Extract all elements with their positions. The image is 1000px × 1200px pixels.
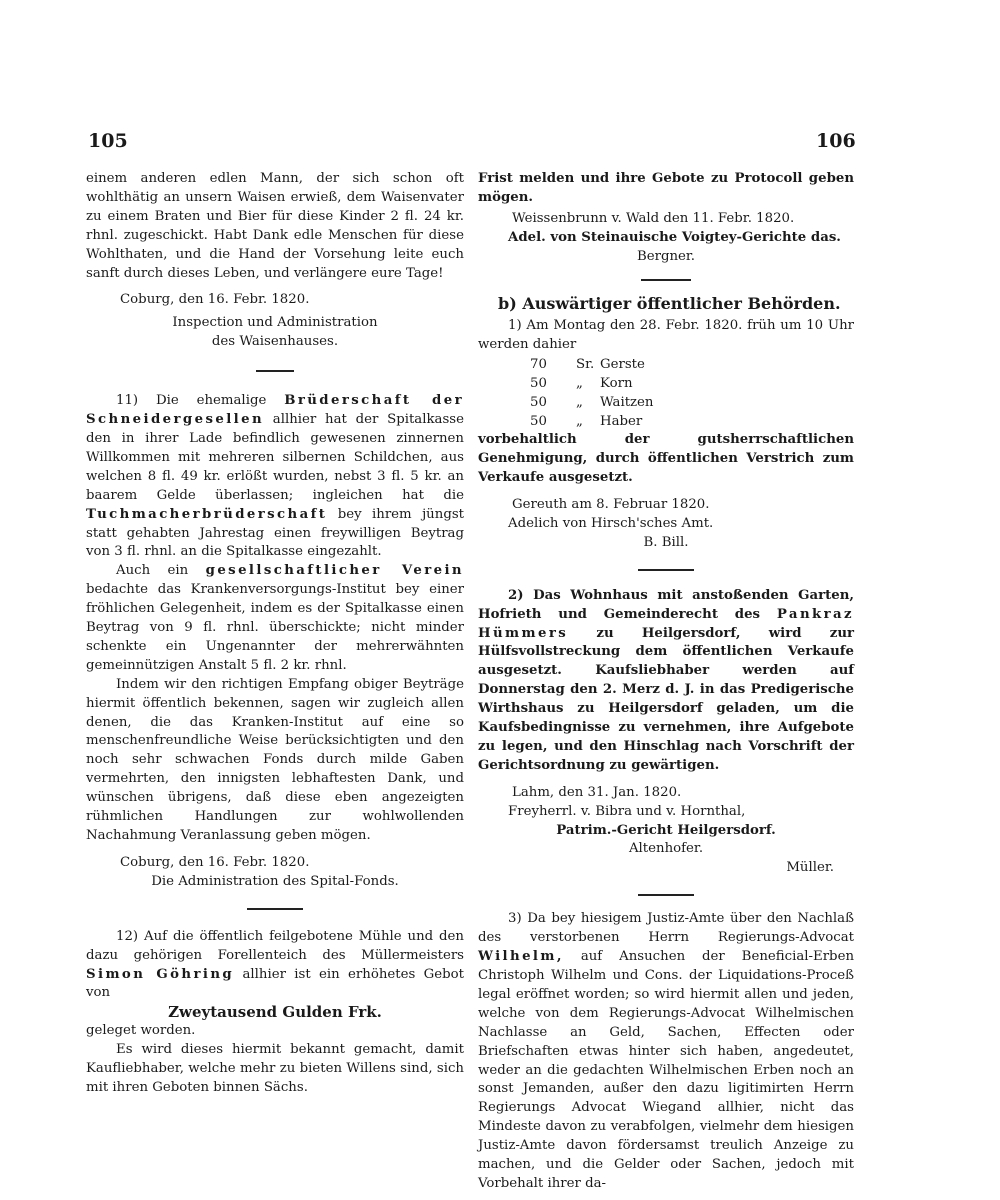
- notice-2-body-b: zu Heilgersdorf, wird zur Hülfsvollstreckung dem öffentlichen Verkaufe ausgesetzt. Kaufsliebhaber werden auf Donnerstag den 2. Merz d. J. in das Predigerische Wirthshaus zu Heilgersdorf geladen, um die Kaufsbedingnisse zu vernehmen, ihre Aufgebote zu legen, und den Hinschlag nach Vorschrift der Gerichtsordnung zu gewärtigen.: [478, 625, 854, 773]
- notice-2-signature-2: Patrim.-Gericht Heilgersdorf.: [556, 822, 776, 838]
- grain-unit: Sr.: [576, 357, 595, 373]
- guild-name-tailors: Brüderschaft der Schneidergesellen: [86, 393, 465, 428]
- notice-3-body-b: auf Ansuchen der Beneficial-Erben Christoph Wilhelm und Cons. der Liquidations-Proceß legal eröffnet worden; so wird hiermit allen und jeden, welche von dem Regierungs-Advocat Wilhelmischen Nachlasse an Geld, Sachen, Effecten oder Briefschaften etwas hinter sich haben, angedeutet, weder an die gedachten Wilhelmischen Erben noch an sonst Jemanden, außer den dazu ligitimirten Herrn Regierungs Advocat Wiegand allhier, nicht das Mindeste davon zu verabfolgen, vielmehr dem hiesigen Justiz-Amte davon fördersamst treulich Anzeige zu machen, und die Gelder oder Sachen, jedoch mit Vorbehalt ihrer da-: [478, 949, 855, 1191]
- grain-unit: „: [576, 376, 583, 392]
- notice-1-date: Gereuth am 8. Februar 1820.: [512, 496, 710, 512]
- divider: [641, 279, 691, 281]
- right-column: [478, 170, 854, 1194]
- notice-2-signature-1: Freyherrl. v. Bibra und v. Hornthal,: [508, 803, 746, 819]
- notice-2-body-a: 2) Das Wohnhaus mit anstoßenden Garten, Hofrieth und Gemeinderecht des: [478, 587, 854, 622]
- grain-item: Haber: [600, 414, 643, 430]
- notice-weissenbrunn-signature-1: Adel. von Steinauische Voigtey-Gerichte das.: [508, 229, 841, 245]
- notice-weissenbrunn-text: Frist melden und ihre Gebote zu Protocoll geben mögen.: [478, 171, 854, 205]
- notice-3-body-a: 3) Da bey hiesigem Justiz-Amte über den Nachlaß des verstorbenen Herrn Regierungs-Advocat: [478, 911, 854, 946]
- notice-orphanage-text: einem anderen edlen Mann, der sich schon oft wohlthätig an unsern Waisen erwieß, dem Waisenvater zu einem Braten und Bier für diese Kinder 2 fl. 24 kr. rhnl. zugeschickt. Habt Dank edle Menschen für diese Wohlthaten, und die Hand der Vorsehung leite euch sanft durch dieses Leben, und verlängere eure Tage!: [86, 171, 464, 281]
- notice-11-body-b: bey ihrem jüngst statt gehabten Jahrestag einen freywilligen Beytrag von 3 fl. rhnl. an die Spitalkasse eingezahlt.: [86, 506, 464, 560]
- notice-11-signature: Die Administration des Spital-Fonds.: [151, 873, 399, 889]
- notice-12-number: 12): [116, 928, 139, 944]
- grain-qty: 50: [530, 395, 547, 411]
- notice-11-lead: Die ehemalige: [155, 393, 267, 409]
- notice-12-text: [86, 928, 464, 1004]
- miller-name: Simon Göhring: [86, 966, 235, 982]
- page-number-right: 106: [816, 130, 856, 152]
- society-lead: Auch ein: [116, 563, 189, 579]
- notice-2-date: Lahm, den 31. Jan. 1820.: [512, 784, 682, 800]
- grain-qty: 50: [530, 376, 547, 392]
- notice-2-signature-3: Altenhofer.: [628, 841, 704, 857]
- notice-12-body-c: geleget worden.: [86, 1023, 196, 1039]
- notice-orphanage-signature-1: Inspection und Administration: [172, 315, 378, 331]
- society-name: gesellschaftlicher Verein: [205, 563, 465, 579]
- owner-name: Pankraz Hümmers: [478, 606, 855, 641]
- grain-item: Gerste: [600, 357, 645, 373]
- notice-1-body: vorbehaltlich der gutsherrschaftlichen Genehmigung, durch öffentlichen Verstrich zum Verkaufe ausgesetzt.: [478, 432, 854, 486]
- grain-item: Waitzen: [600, 395, 654, 411]
- notice-1-signature-1: Adelich von Hirsch'sches Amt.: [508, 515, 714, 531]
- guild-name-clothmakers: Tuchmacherbrüderschaft: [86, 506, 328, 522]
- grain-list: [478, 355, 854, 431]
- divider: [638, 569, 694, 571]
- divider: [247, 908, 303, 910]
- notice-3-text: [478, 910, 854, 1194]
- notice-12-body-a: Auf die öffentlich feilgebotene Mühle und den dazu gehörigen Forellenteich des Müllermeisters: [86, 928, 464, 963]
- notice-11-number: 11): [116, 393, 139, 409]
- notice-11-society-text: [86, 562, 464, 675]
- notice-11-date: Coburg, den 16. Febr. 1820.: [120, 854, 310, 870]
- notice-12-announcement: Es wird dieses hiermit bekannt gemacht, damit Kaufliebhaber, welche mehr zu bieten Willens sind, sich mit ihren Geboten binnen Sächs.: [86, 1042, 464, 1095]
- grain-qty: 50: [530, 414, 547, 430]
- grain-item: Korn: [600, 376, 633, 392]
- page-number-left: 105: [88, 130, 128, 152]
- grain-qty: 70: [530, 357, 547, 373]
- notice-weissenbrunn-signature-2: Bergner.: [636, 248, 696, 264]
- notice-1-signature-2: B. Bill.: [643, 534, 689, 550]
- notice-orphanage-signature-2: des Waisenhauses.: [211, 334, 339, 350]
- notice-weissenbrunn-date: Weissenbrunn v. Wald den 11. Febr. 1820.: [512, 210, 795, 226]
- section-heading-external-authorities: b) Auswärtiger öffentlicher Behörden.: [498, 293, 841, 313]
- notice-12-body-b: allhier ist ein erhöhetes Gebot von: [86, 966, 464, 1001]
- notice-orphanage-date: Coburg, den 16. Febr. 1820.: [120, 292, 310, 308]
- society-body: bedachte das Krankenversorgungs-Institut bey einer fröhlichen Gelegenheit, indem es der Spitalkasse einen Beytrag von 9 fl. rhnl. überschickte; nicht minder schenkte ein Ungenannter der mehrerwähnten gemeinnützigen Anstalt 5 fl. 2 kr. rhnl.: [86, 582, 464, 673]
- notice-2-signature-4: Müller.: [786, 860, 834, 876]
- notice-2-text: [478, 587, 854, 776]
- grain-unit: „: [576, 395, 583, 411]
- left-column: [86, 170, 464, 1098]
- advocate-name: Wilhelm,: [478, 949, 564, 965]
- notice-1-text: 1) Am Montag den 28. Febr. 1820. früh um 10 Uhr werden dahier: [478, 318, 854, 353]
- divider: [256, 370, 294, 372]
- notice-12-amount: Zweytausend Gulden Frk.: [168, 1003, 382, 1022]
- grain-unit: „: [576, 414, 583, 430]
- notice-11-thanks-text: Indem wir den richtigen Empfang obiger Beyträge hiermit öffentlich bekennen, sagen wir zugleich allen denen, die das Kranken-Institut auf eine so menschenfreundliche Weise berücksichtigten und den noch sehr schwachen Fonds durch milde Gaben vermehrten, den innigsten lebhaftesten Dank, und wünschen übrigens, daß diese eben angezeigten rühmlichen Handlungen zur wohlwollenden Nachahmung Veranlassung geben mögen.: [86, 676, 464, 843]
- divider: [638, 894, 694, 896]
- notice-11-text: [86, 392, 464, 562]
- notice-11-body-a: allhier hat der Spitalkasse den in ihrer Lade befindlich gewesenen zinnernen Willkommen mit mehreren silbernen Schildchen, aus welchen 8 fl. 49 kr. erlößt wurden, nebst 3 fl. 5 kr. an baarem Gelde überlassen; ingleichen hat die: [86, 412, 464, 503]
